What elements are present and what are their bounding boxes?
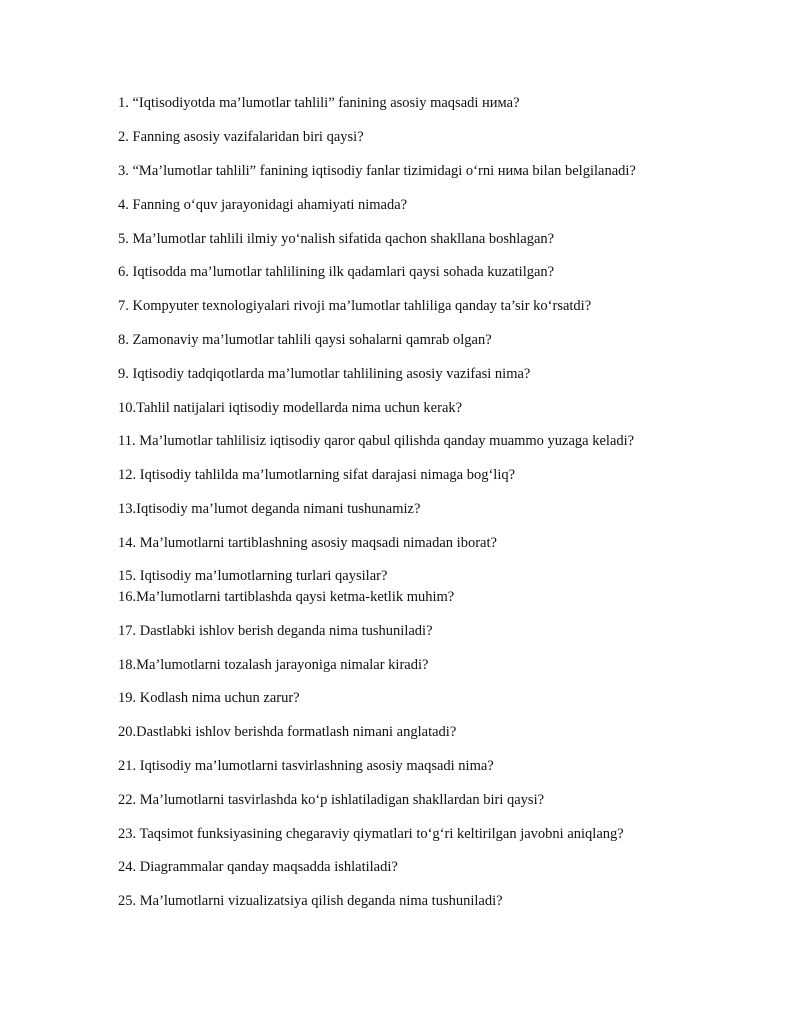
question-6: 6. Iqtisodda ma’lumotlar tahlilining ilk qadamlari qaysi sohada kuzatilgan?: [118, 264, 555, 280]
question-23: 23. Taqsimot funksiyasining chegaraviy qiymatlari to‘g‘ri keltirilgan javobni aniqlang?: [118, 826, 624, 842]
question-19: 19. Kodlash nima uchun zarur?: [118, 690, 300, 706]
question-17: 17. Dastlabki ishlov berish deganda nima tushuniladi?: [118, 623, 433, 639]
question-11: 11. Ma’lumotlar tahlilisiz iqtisodiy qaror qabul qilishda qanday muammo yuzaga keladi?: [118, 433, 635, 449]
question-12: 12. Iqtisodiy tahlilda ma’lumotlarning sifat darajasi nimaga bog‘liq?: [118, 467, 516, 483]
question-24: 24. Diagrammalar qanday maqsadda ishlatiladi?: [118, 859, 398, 875]
question-14: 14. Ma’lumotlarni tartiblashning asosiy maqsadi nimadan iborat?: [118, 535, 497, 551]
question-20: 20.Dastlabki ishlov berishda formatlash nimani anglatadi?: [118, 724, 457, 740]
question-4: 4. Fanning o‘quv jarayonidagi ahamiyati nimada?: [118, 197, 408, 213]
question-9: 9. Iqtisodiy tadqiqotlarda ma’lumotlar tahlilining asosiy vazifasi nima?: [118, 366, 531, 382]
question-10: 10.Tahlil natijalari iqtisodiy modellarda nima uchun kerak?: [118, 400, 463, 416]
question-25: 25. Ma’lumotlarni vizualizatsiya qilish deganda nima tushuniladi?: [118, 893, 503, 909]
question-1: 1. “Iqtisodiyotda ma’lumotlar tahlili” fanining asosiy maqsadi нима?: [118, 95, 520, 111]
question-15: 15. Iqtisodiy ma’lumotlarning turlari qaysilar?: [118, 568, 388, 584]
question-22: 22. Ma’lumotlarni tasvirlashda ko‘p ishlatiladigan shakllardan biri qaysi?: [118, 792, 545, 808]
question-7: 7. Kompyuter texnologiyalari rivoji ma’lumotlar tahliliga qanday ta’sir ko‘rsatdi?: [118, 298, 592, 314]
question-5: 5. Ma’lumotlar tahlili ilmiy yo‘nalish sifatida qachon shakllana boshlagan?: [118, 231, 555, 247]
question-8: 8. Zamonaviy ma’lumotlar tahlili qaysi sohalarni qamrab olgan?: [118, 332, 492, 348]
question-21: 21. Iqtisodiy ma’lumotlarni tasvirlashning asosiy maqsadi nima?: [118, 758, 494, 774]
question-16: 16.Ma’lumotlarni tartiblashda qaysi ketma-ketlik muhim?: [118, 589, 455, 605]
question-2: 2. Fanning asosiy vazifalaridan biri qaysi?: [118, 129, 364, 145]
question-3: 3. “Ma’lumotlar tahlili” fanining iqtisodiy fanlar tizimidagi o‘rni нима bilan belgilanadi?: [118, 163, 636, 179]
question-18: 18.Ma’lumotlarni tozalash jarayoniga nimalar kiradi?: [118, 657, 429, 673]
question-13: 13.Iqtisodiy ma’lumot deganda nimani tushunamiz?: [118, 501, 421, 517]
